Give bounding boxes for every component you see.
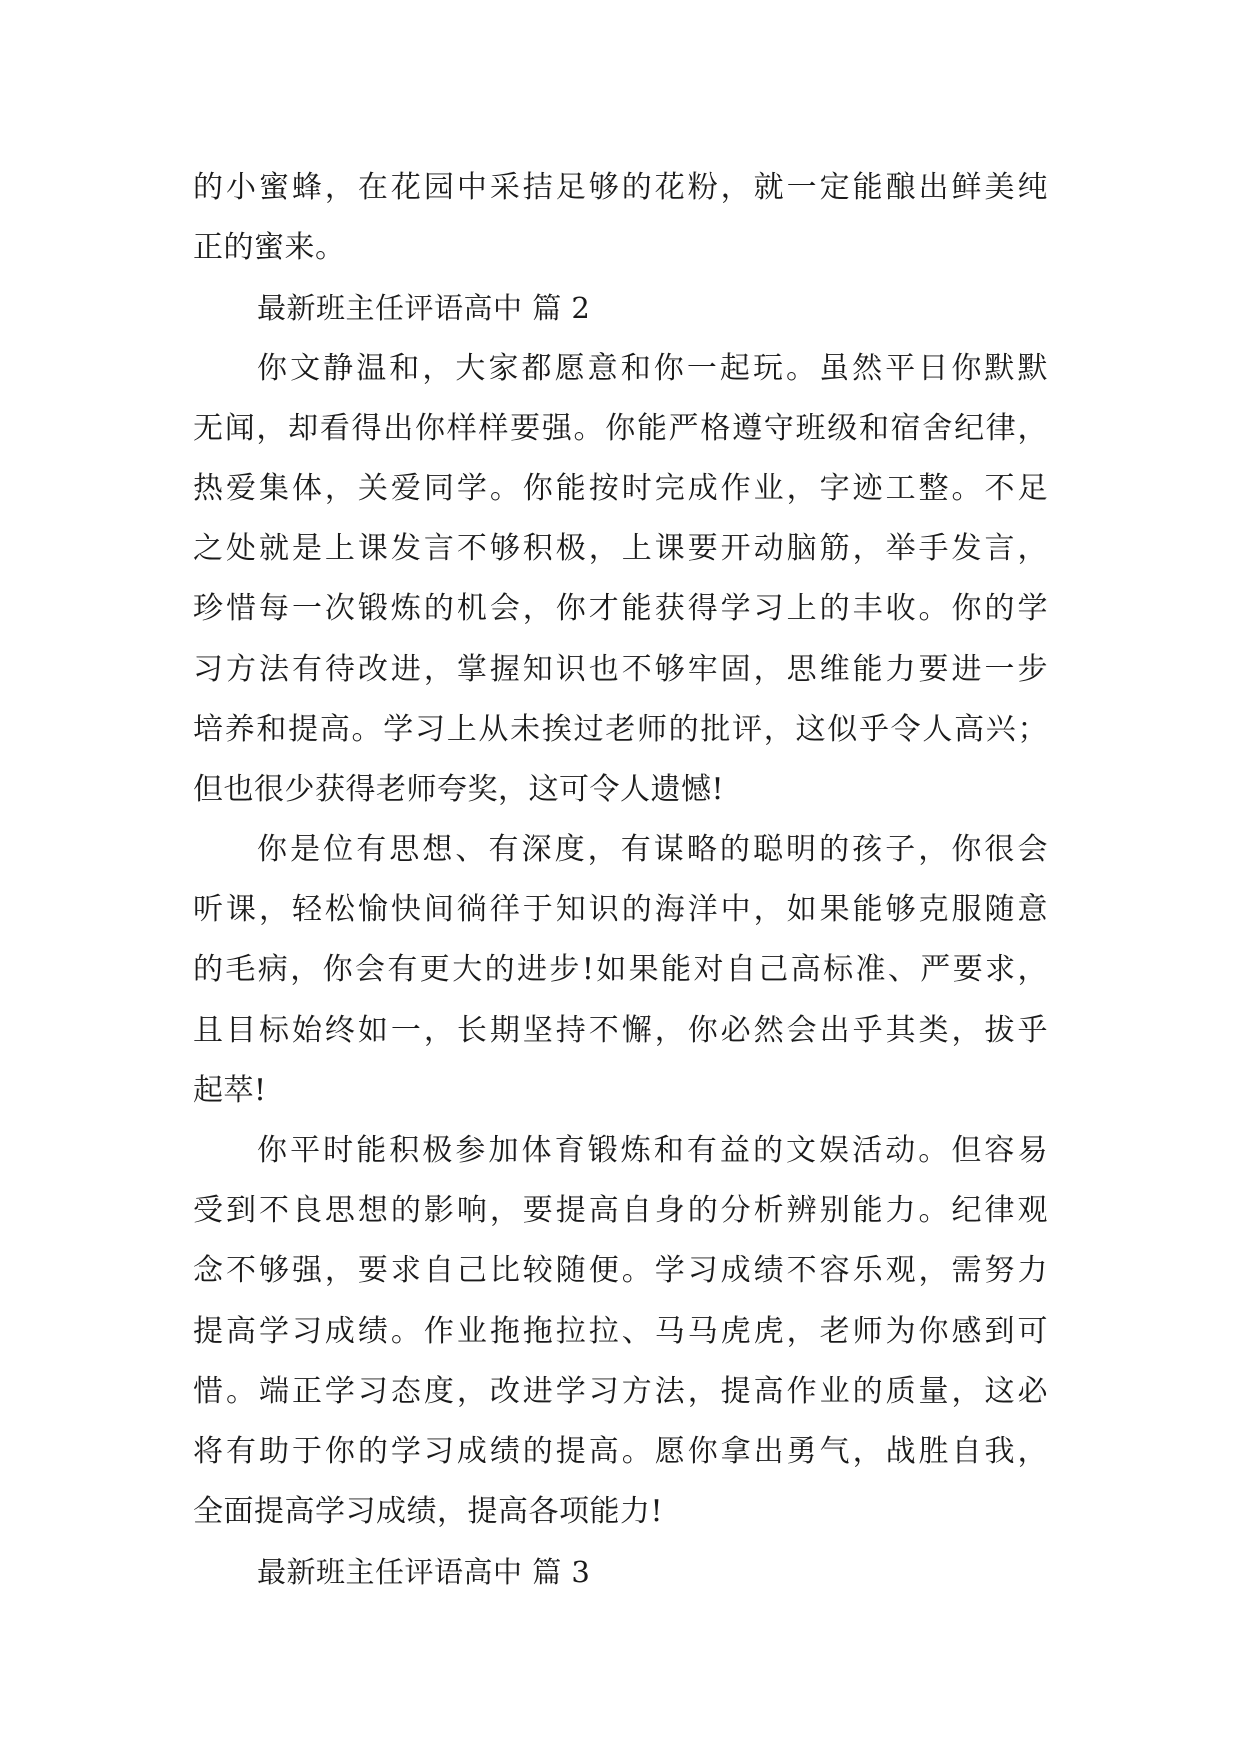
paragraph-line: 你平时能积极参加体育锻炼和有益的文娱活动。但容易 (257, 1133, 1048, 1168)
paragraph-line: 念不够强，要求自己比较随便。学习成绩不容乐观，需努力 (193, 1253, 1048, 1289)
paragraph-line: 的小蜜蜂，在花园中采拮足够的花粉，就一定能酿出鲜美纯 (193, 170, 1048, 205)
paragraph-line: 你是位有思想、有深度，有谋略的聪明的孩子，你很会 (257, 832, 1048, 868)
paragraph-line: 惜。端正学习态度，改进学习方法，提高作业的质量，这必 (193, 1373, 1048, 1409)
paragraph-line: 且目标始终如一，长期坚持不懈，你必然会出乎其类，拔乎 (193, 1012, 1048, 1048)
paragraph-line: 习方法有待改进，掌握知识也不够牢固，思维能力要进一步 (193, 651, 1048, 687)
section-heading-3: 最新班主任评语高中 篇 3 (257, 1555, 591, 1590)
paragraph-line: 起萃! (193, 1072, 267, 1108)
paragraph-line: 提高学习成绩。作业拖拖拉拉、马马虎虎，老师为你感到可 (193, 1313, 1048, 1349)
paragraph-line: 无闻，却看得出你样样要强。你能严格遵守班级和宿舍纪律， (193, 410, 1048, 446)
section-heading-2: 最新班主任评语高中 篇 2 (257, 291, 591, 326)
paragraph-line: 珍惜每一次锻炼的机会，你才能获得学习上的丰收。你的学 (193, 591, 1048, 627)
paragraph-line: 受到不良思想的影响，要提高自身的分析辨别能力。纪律观 (193, 1193, 1048, 1229)
paragraph-line: 之处就是上课发言不够积极，上课要开动脑筋，举手发言， (193, 531, 1048, 567)
paragraph-line: 听课，轻松愉快间徜徉于知识的海洋中，如果能够克服随意 (193, 892, 1048, 928)
paragraph-line: 正的蜜来。 (193, 230, 346, 266)
document-body (193, 158, 1048, 1603)
paragraph-line: 将有助于你的学习成绩的提高。愿你拿出勇气，战胜自我， (193, 1433, 1048, 1469)
paragraph-line: 的毛病，你会有更大的进步!如果能对自己高标准、严要求， (193, 952, 1048, 988)
paragraph-line: 全面提高学习成绩，提高各项能力! (193, 1494, 664, 1530)
paragraph-line: 但也很少获得老师夸奖，这可令人遗憾! (193, 771, 725, 807)
paragraph-line: 培养和提高。学习上从未挨过老师的批评，这似乎令人高兴； (193, 711, 1048, 747)
paragraph-line: 你文静温和，大家都愿意和你一起玩。虽然平日你默默 (257, 350, 1048, 386)
paragraph-line: 热爱集体，关爱同学。你能按时完成作业，字迹工整。不足 (193, 470, 1048, 506)
